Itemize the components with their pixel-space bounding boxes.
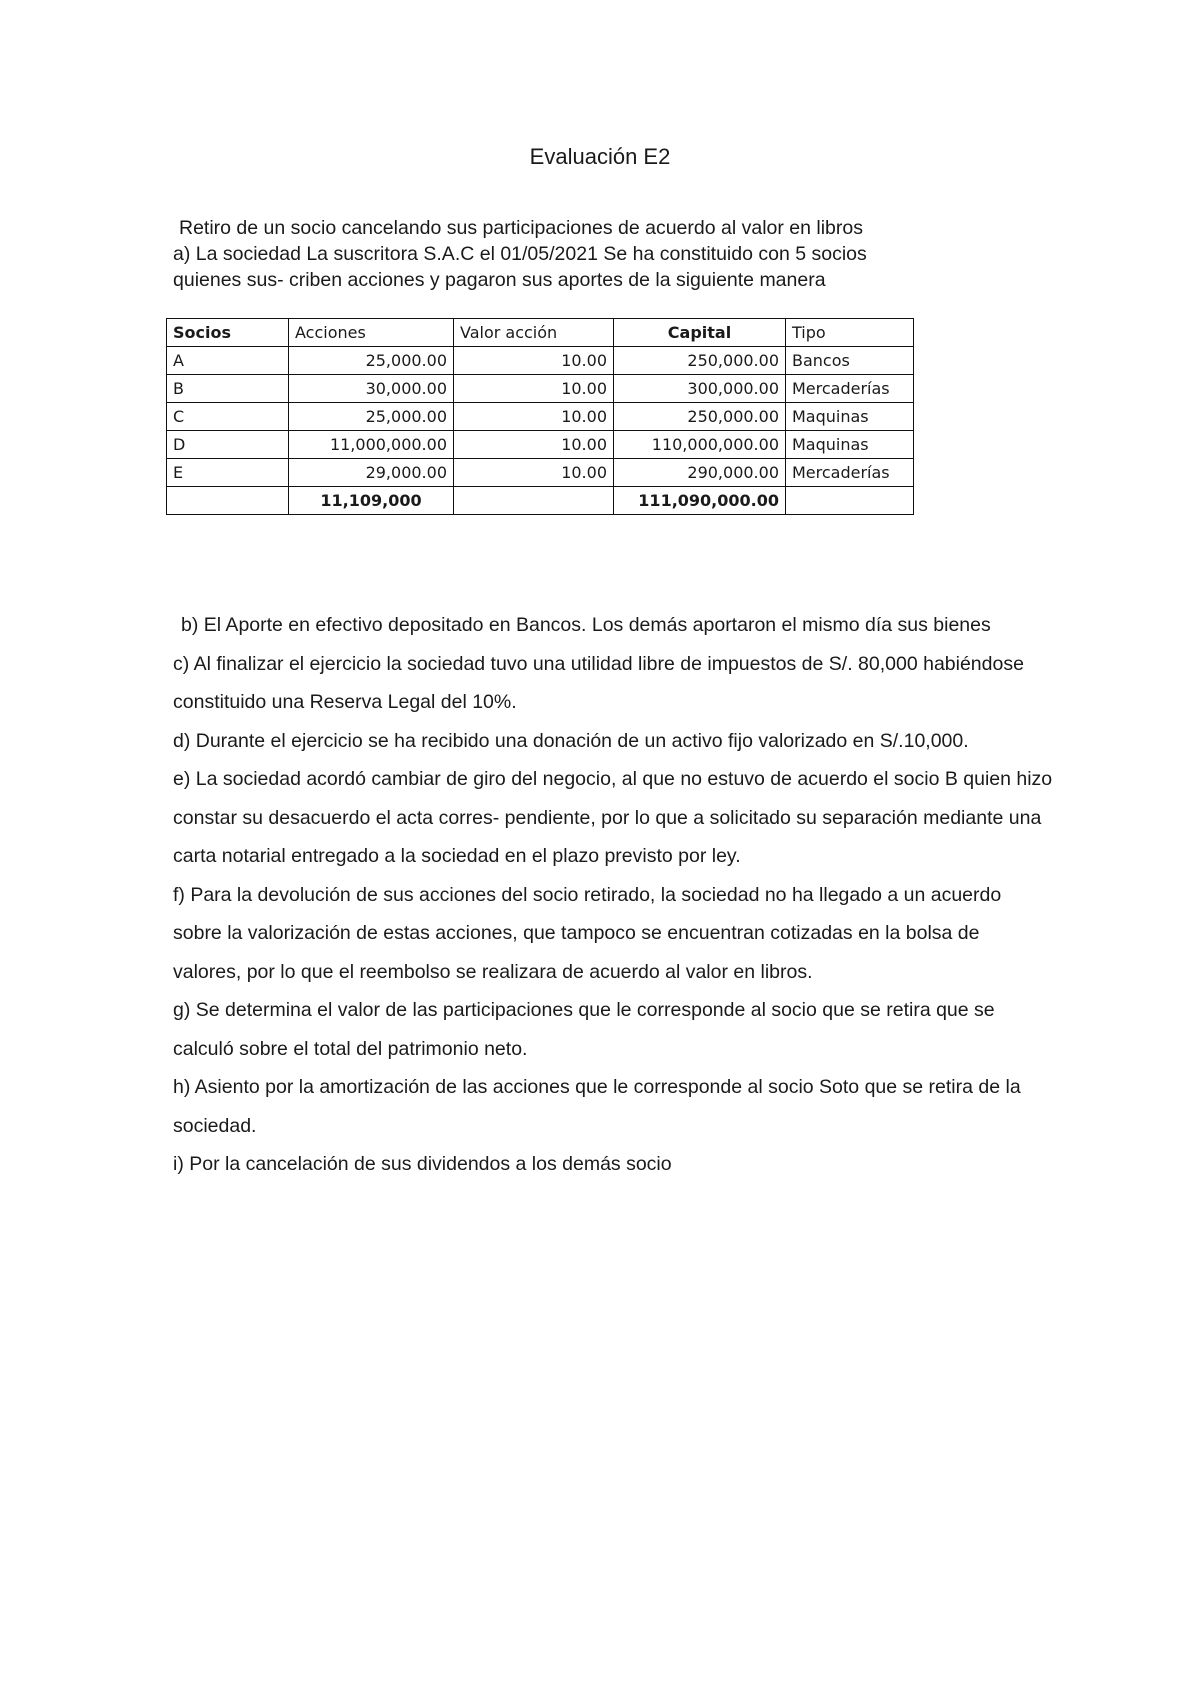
cell-tipo: Mercaderías: [786, 459, 914, 487]
cell-socio: E: [167, 459, 289, 487]
paragraph-b: b) El Aporte en efectivo depositado en Bancos. Los demás aportaron el mismo día sus bienes: [181, 614, 991, 636]
cell-capital: 290,000.00: [614, 459, 786, 487]
cell-acciones: 25,000.00: [289, 347, 454, 375]
table-row: [167, 375, 914, 403]
intro-line-1: Retiro de un socio cancelando sus participaciones de acuerdo al valor en libros: [179, 217, 863, 239]
cell-valor: 10.00: [454, 403, 614, 431]
cell-socio: B: [167, 375, 289, 403]
cell-valor: 10.00: [454, 431, 614, 459]
paragraph-d: d) Durante el ejercicio se ha recibido una donación de un activo fijo valorizado en S/.10,000.: [173, 729, 969, 752]
cell-valor: 10.00: [454, 459, 614, 487]
total-acciones: 11,109,000: [289, 487, 454, 515]
page-title: Evaluación E2: [529, 144, 671, 169]
cell-socio: A: [167, 347, 289, 375]
cell-empty: [167, 487, 289, 515]
cell-capital: 300,000.00: [614, 375, 786, 403]
cell-acciones: 30,000.00: [289, 375, 454, 403]
table-row: [167, 347, 914, 375]
cell-capital: 110,000,000.00: [614, 431, 786, 459]
cell-socio: C: [167, 403, 289, 431]
table-row: [167, 403, 914, 431]
paragraph-g: g) Se determina el valor de las participaciones que le corresponde al socio que se retira que se calculó sobre el total del patrimonio neto.: [173, 999, 995, 1060]
header-acciones: Acciones: [289, 319, 454, 347]
paragraph-f: f) Para la devolución de sus acciones del socio retirado, la sociedad no ha llegado a un acuerdo sobre la valorización de estas acciones, que tampoco se encuentran cotizadas en la bolsa de valores, por lo que el reembolso se realizara de acuerdo al valor en libros.: [173, 883, 1002, 983]
cell-empty: [454, 487, 614, 515]
header-socios: Socios: [167, 319, 289, 347]
cell-tipo: Maquinas: [786, 431, 914, 459]
cell-acciones: 11,000,000.00: [289, 431, 454, 459]
total-capital: 111,090,000.00: [614, 487, 786, 515]
header-capital: Capital: [614, 319, 786, 347]
cell-capital: 250,000.00: [614, 347, 786, 375]
cell-tipo: Mercaderías: [786, 375, 914, 403]
cell-valor: 10.00: [454, 375, 614, 403]
paragraph-h: h) Asiento por la amortización de las acciones que le corresponde al socio Soto que se retira de la sociedad.: [173, 1076, 1021, 1137]
body-paragraphs: [173, 606, 1053, 1184]
table-row: [167, 431, 914, 459]
paragraph-c: c) Al finalizar el ejercicio la sociedad tuvo una utilidad libre de impuestos de S/. 80,000 habiéndose constituido una Reserva Legal del 10%.: [173, 652, 1024, 713]
header-tipo: Tipo: [786, 319, 914, 347]
cell-empty: [786, 487, 914, 515]
paragraph-e: e) La sociedad acordó cambiar de giro del negocio, al que no estuvo de acuerdo el socio B quien hizo constar su desacuerdo el acta corres- pendiente, por lo que a solicitado su separación mediante una carta notarial entregado a la sociedad en el plazo previsto por ley.: [173, 768, 1053, 867]
cell-tipo: Bancos: [786, 347, 914, 375]
intro-block: [173, 215, 1073, 293]
table-totals-row: [167, 487, 914, 515]
cell-capital: 250,000.00: [614, 403, 786, 431]
intro-line-3: quienes sus- criben acciones y pagaron sus aportes de la siguiente manera: [173, 269, 826, 291]
table-header-row: [167, 319, 914, 347]
cell-valor: 10.00: [454, 347, 614, 375]
cell-tipo: Maquinas: [786, 403, 914, 431]
table-row: [167, 459, 914, 487]
intro-line-2: a) La sociedad La suscritora S.A.C el 01/05/2021 Se ha constituido con 5 socios: [173, 243, 867, 265]
cell-acciones: 29,000.00: [289, 459, 454, 487]
cell-acciones: 25,000.00: [289, 403, 454, 431]
paragraph-i: i) Por la cancelación de sus dividendos a los demás socio: [173, 1153, 672, 1175]
header-valor-accion: Valor acción: [454, 319, 614, 347]
socios-table: [166, 318, 914, 515]
cell-socio: D: [167, 431, 289, 459]
